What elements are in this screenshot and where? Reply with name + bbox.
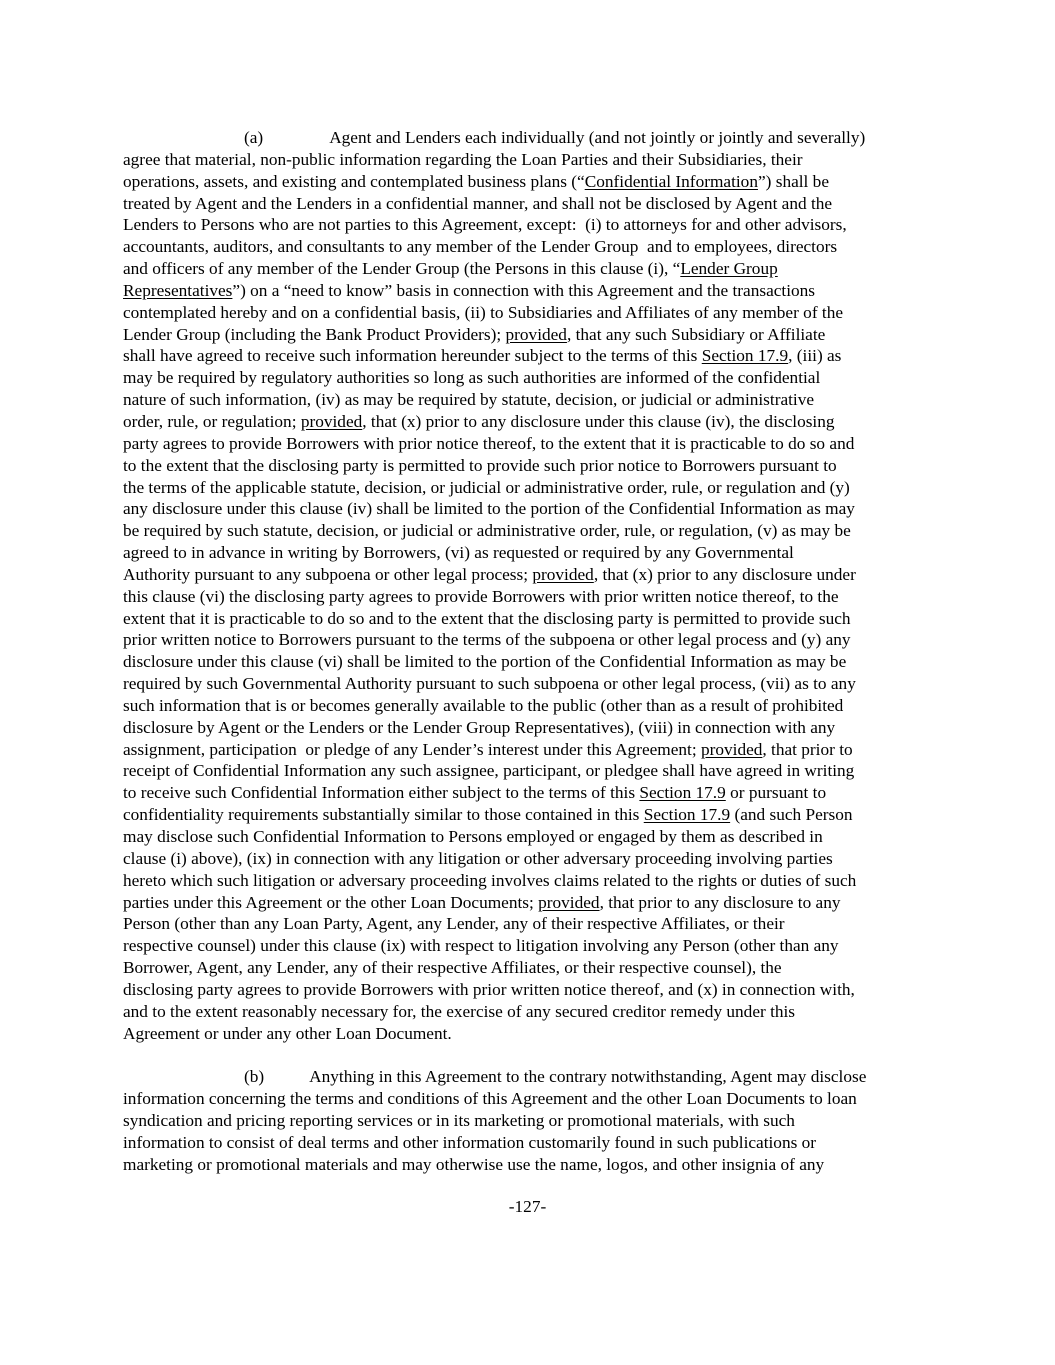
text-segment: respective counsel) under this clause (ix) with respect to litigation involving any Person (other than any [123, 936, 839, 956]
underlined-term: Representatives [123, 280, 233, 300]
text-segment: (a) [244, 128, 264, 147]
text-line [123, 280, 939, 302]
text-line [123, 411, 939, 433]
text-line [123, 367, 939, 389]
text-segment: this clause (vi) the disclosing party agrees to provide Borrowers with prior written notice thereof, to the [123, 586, 839, 606]
text-segment: such information that is or becomes generally available to the public (other than as a result of prohibited [123, 695, 844, 715]
text-segment: information concerning the terms and conditions of this Agreement and the other Loan Documents to loan [123, 1089, 857, 1109]
underlined-term: provided [532, 564, 594, 584]
text-line [123, 236, 939, 258]
text-segment: extent that it is practicable to do so and to the extent that the disclosing party is permitted to provide such [123, 608, 851, 628]
text-segment: Agent and Lenders each individually (and not jointly or jointly and severally) [329, 128, 866, 147]
text-segment: ”) shall be [757, 171, 829, 191]
text-segment: Lenders to Persons who are not parties to this Agreement, except: (i) to attorneys for and other advisors, [123, 215, 847, 235]
text-segment: prior written notice to Borrowers pursuant to the terms of the subpoena or other legal process and (y) any [123, 630, 851, 650]
text-segment: hereto which such litigation or adversary proceeding involves claims related to the rights or duties of such [123, 870, 857, 890]
text-line [123, 782, 939, 804]
text-segment: order, rule, or regulation; [123, 411, 301, 431]
text-line [123, 957, 939, 979]
text-segment: parties under this Agreement or the other Loan Documents; [123, 892, 539, 912]
tab-spacer [264, 1081, 309, 1082]
text-segment: or pursuant to [725, 783, 827, 803]
text-line [123, 673, 939, 695]
underlined-term: Confidential Information [584, 171, 758, 191]
text-line [123, 171, 939, 193]
text-line [123, 870, 939, 892]
text-line [123, 324, 939, 346]
text-segment: marketing or promotional materials and may otherwise use the name, logos, and other insignia of any [123, 1154, 825, 1174]
text-segment: , that (x) prior to any disclosure under [593, 564, 856, 584]
text-line [123, 586, 939, 608]
text-segment: , that (x) prior to any disclosure under this clause (iv), the disclosing [362, 411, 835, 431]
paragraph-a [123, 127, 939, 1044]
text-line [123, 498, 939, 520]
text-line [123, 542, 939, 564]
text-segment: any disclosure under this clause (iv) shall be limited to the portion of the Confidential Information as may [123, 499, 855, 519]
text-segment: information to consist of deal terms and other information customarily found in such publications or [123, 1132, 817, 1152]
text-segment: Authority pursuant to any subpoena or other legal process; [123, 564, 533, 584]
text-segment: and to the extent reasonably necessary for, the exercise of any secured creditor remedy under this [123, 1001, 796, 1021]
text-segment: disclosure by Agent or the Lenders or the Lender Group Representatives), (viii) in connection with any [123, 717, 836, 737]
underlined-term: provided [300, 411, 363, 431]
text-segment: receipt of Confidential Information any such assignee, participant, or pledgee shall have agreed in writing [123, 761, 855, 781]
tab-spacer [123, 142, 244, 143]
text-line [123, 913, 939, 935]
text-line [123, 564, 939, 586]
text-segment: disclosing party agrees to provide Borrowers with prior written notice thereof, and (x) in connection with, [123, 979, 855, 999]
text-line [123, 455, 939, 477]
text-line [123, 651, 939, 673]
underlined-term: Lender Group [680, 259, 778, 279]
text-segment: agree that material, non-public information regarding the Loan Parties and their Subsidiaries, their [123, 149, 803, 169]
text-line [123, 804, 939, 826]
text-line [123, 127, 939, 149]
text-segment: Agreement or under any other Loan Document. [123, 1023, 452, 1043]
text-segment: (and such Person [730, 805, 853, 825]
text-segment: , (iii) as [788, 346, 842, 366]
text-segment: Lender Group (including the Bank Product Providers); [123, 324, 506, 344]
text-segment: ”) on a “need to know” basis in connection with this Agreement and the transactions [232, 280, 816, 300]
text-line [123, 477, 939, 499]
text-line [123, 1088, 939, 1110]
text-segment: and officers of any member of the Lender Group (the Persons in this clause (i), “ [123, 259, 681, 279]
text-line [123, 433, 939, 455]
text-line [123, 739, 939, 761]
text-line [123, 935, 939, 957]
text-line [123, 826, 939, 848]
text-segment: confidentiality requirements substantially similar to those contained in this [123, 805, 644, 825]
paragraph-b [123, 1066, 939, 1175]
text-segment: Person (other than any Loan Party, Agent, any Lender, any of their respective Affiliates, or their [123, 914, 785, 934]
underlined-term: provided [538, 892, 600, 912]
text-line [123, 345, 939, 367]
text-segment: assignment, participation or pledge of any Lender’s interest under this Agreement; [123, 739, 701, 759]
text-segment: , that any such Subsidiary or Affiliate [566, 324, 826, 344]
text-segment: , that prior to any disclosure to any [599, 892, 841, 912]
text-segment: contemplated hereby and on a confidential basis, (ii) to Subsidiaries and Affiliates of any member of the [123, 302, 844, 322]
tab-spacer [123, 1081, 244, 1082]
text-line [123, 848, 939, 870]
text-line [123, 695, 939, 717]
page-number: -127- [508, 1197, 547, 1216]
text-line [123, 1066, 939, 1088]
underlined-term: Section 17.9 [701, 346, 789, 366]
text-line [123, 258, 939, 280]
text-line [123, 149, 939, 171]
text-segment: operations, assets, and existing and contemplated business plans (“ [123, 171, 585, 191]
underlined-term: provided [505, 324, 567, 344]
text-line [123, 979, 939, 1001]
document-body [123, 127, 939, 1176]
text-line [123, 1001, 939, 1023]
text-segment: , that prior to [762, 739, 853, 759]
text-line [123, 193, 939, 215]
text-segment: syndication and pricing reporting services or in its marketing or promotional materials, with such [123, 1111, 795, 1131]
text-line [123, 1110, 939, 1132]
text-line [123, 717, 939, 739]
text-line [123, 1154, 939, 1176]
underlined-term: Section 17.9 [643, 805, 731, 825]
text-segment: disclosure under this clause (vi) shall be limited to the portion of the Confidential Information as may be [123, 652, 847, 672]
text-segment: to receive such Confidential Information either subject to the terms of this [123, 783, 640, 803]
text-line [123, 389, 939, 411]
underlined-term: provided [700, 739, 763, 759]
text-line [123, 1132, 939, 1154]
text-segment: Anything in this Agreement to the contrary notwithstanding, Agent may disclose [309, 1067, 867, 1087]
text-segment: treated by Agent and the Lenders in a confidential manner, and shall not be disclosed by Agent and the [123, 193, 833, 213]
text-line [123, 892, 939, 914]
text-segment: agreed to in advance in writing by Borrowers, (vi) as requested or required by any Governmental [123, 543, 794, 563]
text-segment: shall have agreed to receive such information hereunder subject to the terms of this [123, 346, 702, 366]
text-segment: clause (i) above), (ix) in connection with any litigation or other adversary proceeding involving parties [123, 848, 833, 868]
text-line [123, 302, 939, 324]
text-line [123, 520, 939, 542]
text-line [123, 214, 939, 236]
text-segment: nature of such information, (iv) as may be required by statute, decision, or judicial or administrative [123, 390, 815, 410]
tab-spacer [263, 142, 329, 143]
text-segment: (b) [244, 1067, 265, 1087]
text-line [123, 608, 939, 630]
text-segment: be required by such statute, decision, or judicial or administrative order, rule, or regulation, (v) as may be [123, 521, 851, 541]
text-segment: accountants, auditors, and consultants to any member of the Lender Group and to employees, directors [123, 237, 838, 257]
text-segment: may be required by regulatory authorities so long as such authorities are informed of the confidential [123, 368, 821, 388]
text-segment: the terms of the applicable statute, decision, or judicial or administrative order, rule, or regulation and (y) [123, 477, 850, 497]
text-line [123, 1023, 939, 1045]
text-segment: required by such Governmental Authority pursuant to such subpoena or other legal process, (vii) as to any [123, 674, 856, 694]
underlined-term: Section 17.9 [639, 783, 726, 803]
text-segment: to the extent that the disclosing party is permitted to provide such prior notice to Borrowers pursuant to [123, 455, 837, 475]
text-segment: may disclose such Confidential Information to Persons employed or engaged by them as described in [123, 827, 823, 846]
text-segment: Borrower, Agent, any Lender, any of their respective Affiliates, or their respective counsel), the [123, 958, 782, 978]
text-segment: party agrees to provide Borrowers with prior notice thereof, to the extent that it is practicable to do so and [123, 433, 855, 453]
text-line [123, 760, 939, 782]
text-line [123, 629, 939, 651]
